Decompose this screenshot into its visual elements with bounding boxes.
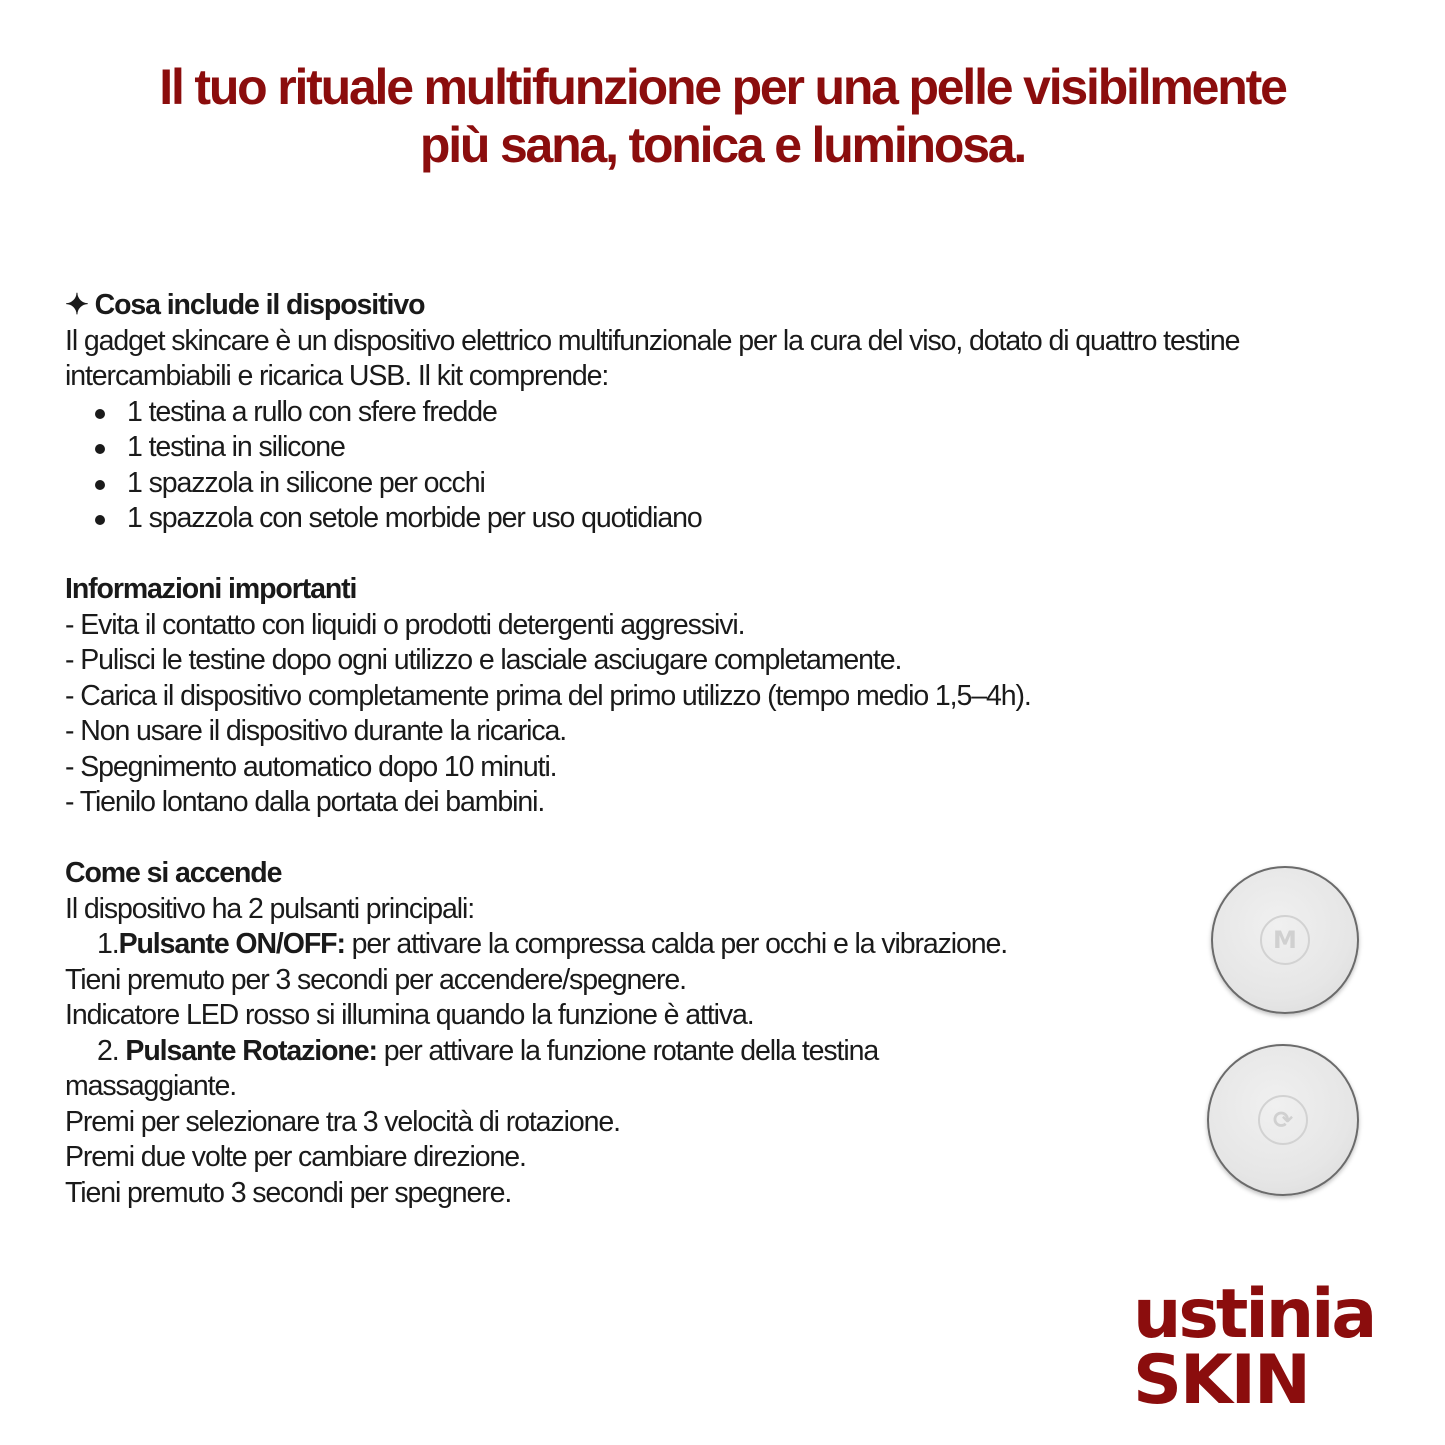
button2-number: 2. — [97, 1034, 119, 1067]
spacer — [65, 537, 1375, 573]
info-line: - Tienilo lontano dalla portata dei bambini. — [65, 786, 545, 818]
device-intro: Il gadget skincare è un dispositivo elettrico multifunzionale per la cura del viso, dotato di quattro testine intercambiabili e ricarica USB. Il kit comprende: — [65, 324, 1240, 392]
m-icon: M — [1260, 915, 1310, 965]
logo-line-1: ustinia — [1133, 1275, 1375, 1354]
info-line: - Non usare il dispositivo durante la ricarica. — [65, 715, 567, 747]
button1-text: per attivare la compressa calda per occhi e la vibrazione. — [344, 928, 1008, 960]
onoff-button-image — [1211, 866, 1359, 1014]
button2-line: Premi per selezionare tra 3 velocità di rotazione. — [65, 1105, 620, 1138]
info-line: - Carica il dispositivo completamente prima del primo utilizzo (tempo medio 1,5–4h). — [65, 679, 1031, 712]
button1-line: Tieni premuto per 3 secondi per accendere/spegnere. — [65, 963, 686, 996]
button1-label: Pulsante ON/OFF: — [118, 928, 345, 960]
button1-number: 1. — [97, 928, 119, 960]
section-title-info: Informazioni importanti — [65, 573, 357, 605]
list-item: 1 spazzola in silicone per occhi — [127, 466, 1375, 502]
rotation-icon: ⟳ — [1258, 1095, 1308, 1145]
headline: Il tuo rituale multifunzione per una pelle visibilmente più sana, tonica e luminosa. — [159, 59, 1286, 173]
kit-list — [65, 395, 1375, 537]
section-title-power: Come si accende — [65, 857, 282, 889]
section-title-device: ✦ Cosa include il dispositivo — [65, 289, 425, 321]
button2-text: per attivare la funzione rotante della testina — [376, 1034, 879, 1067]
rotation-button-image — [1207, 1044, 1359, 1196]
button2-line: Premi due volte per cambiare direzione. — [65, 1141, 526, 1173]
logo-line-2: SKIN — [1133, 1341, 1309, 1420]
button2-line: massaggiante. — [65, 1070, 237, 1102]
button1-description — [65, 927, 1375, 963]
brand-logo — [1133, 1275, 1383, 1420]
info-line: - Evita il contatto con liquidi o prodotti detergenti aggressivi. — [65, 608, 745, 641]
list-item: 1 testina in silicone — [127, 430, 1375, 466]
button2-line: Tieni premuto 3 secondi per spegnere. — [65, 1176, 512, 1209]
info-line: - Spegnimento automatico dopo 10 minuti. — [65, 750, 557, 783]
content — [65, 288, 1375, 1211]
power-intro: Il dispositivo ha 2 pulsanti principali: — [65, 892, 475, 925]
spacer — [65, 821, 1375, 857]
list-item: 1 spazzola con setole morbide per uso quotidiano — [127, 501, 1375, 537]
button2-description — [65, 1034, 1375, 1070]
info-line: - Pulisci le testine dopo ogni utilizzo e lasciale asciugare completamente. — [65, 644, 902, 676]
button2-label: Pulsante Rotazione: — [125, 1034, 377, 1067]
button1-line: Indicatore LED rosso si illumina quando la funzione è attiva. — [65, 999, 754, 1031]
list-item: 1 testina a rullo con sfere fredde — [127, 395, 1375, 431]
